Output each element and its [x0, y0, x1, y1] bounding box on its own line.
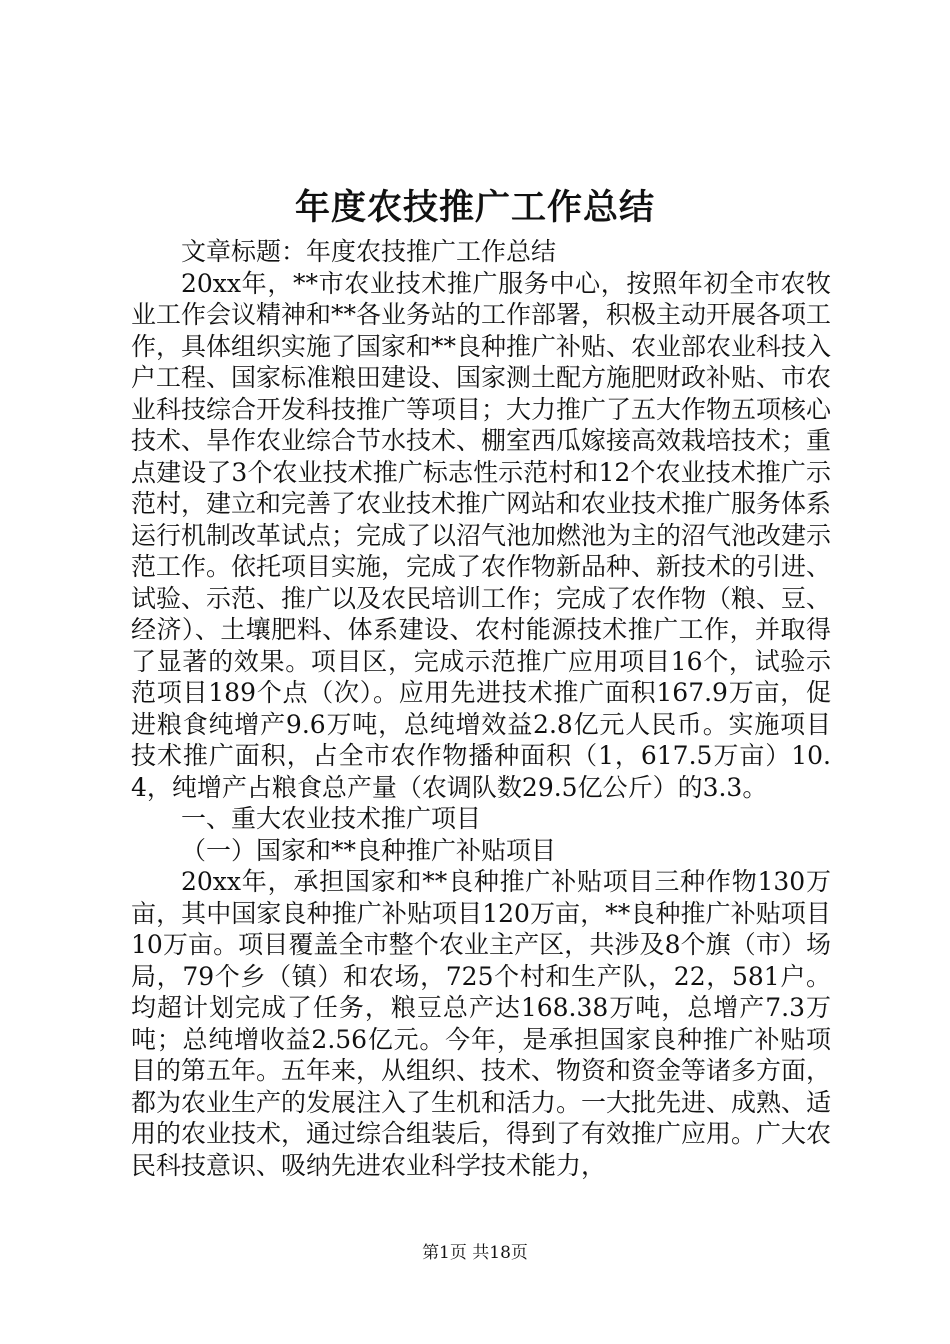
subsection-heading: （一）国家和**良种推广补贴项目	[181, 835, 557, 865]
paragraph-article-heading: 文章标题：年度农技推广工作总结	[181, 237, 557, 266]
paragraph-summary: 20xx年，**市农业技术推广服务中心，按照年初全市农牧业工作会议精神和**各业务站的工作部署，积极主动开展各项工作，具体组织实施了国家和**良种推广补贴、农业部农业科技入户工程、国家标准粮田建设、国家测土配方施肥财政补贴、市农业科技综合开发科技推广等项目；大力推广了五大作物五项核心技术、旱作农业综合节水技术、棚室西瓜嫁接高效栽培技术；重点建设了3个农业技术推广标志性示范村和12个农业技术推广示范村，建立和完善了农业技术推广网站和农业技术推广服务体系运行机制改革试点；完成了以沼气池加燃池为主的沼气池改建示范工作。依托项目实施，完成了农作物新品种、新技术的引进、试验、示范、推广以及农民培训工作；完成了农作物（粮、豆、经济）、土壤肥料、体系建设、农村能源技术推广工作，并取得了显著的效果。项目区，完成示范推广应用项目16个，试验示范项目189个点（次）。应用先进技术推广面积167.9万亩，促进粮食纯增产9.6万吨，总纯增效益2.8亿元人民币。实施项目技术推广面积，占全市农作物播种面积（1，617.5万亩）10.4，纯增产占粮食总产量（农调队数29.5亿公斤）的3.3。	[131, 268, 832, 802]
document-title: 年度农技推广工作总结	[294, 188, 655, 228]
document-body	[131, 236, 831, 1181]
section-heading: 一、重大农业技术推广项目	[181, 804, 482, 833]
page-number-footer: 第1页 共18页	[422, 1243, 528, 1263]
paragraph-subsidy-project: 20xx年，承担国家和**良种推广补贴项目三种作物130万亩，其中国家良种推广补贴项目120万亩，**良种推广补贴项目10万亩。项目覆盖全市整个农业主产区，共涉及8个旗（市）场局，79个乡（镇）和农场，725个村和生产队，22，581户。均超计划完成了任务，粮豆总产达168.38万吨，总增产7.3万吨；总纯增收益2.56亿元。今年，是承担国家良种推广补贴项目的第五年。五年来，从组织、技术、物资和资金等诸多方面，都为农业生产的发展注入了生机和活力。一大批先进、成熟、适用的农业技术，通过综合组装后，得到了有效推广应用。广大农民科技意识、吸纳先进农业科学技术能力，	[131, 867, 832, 1180]
